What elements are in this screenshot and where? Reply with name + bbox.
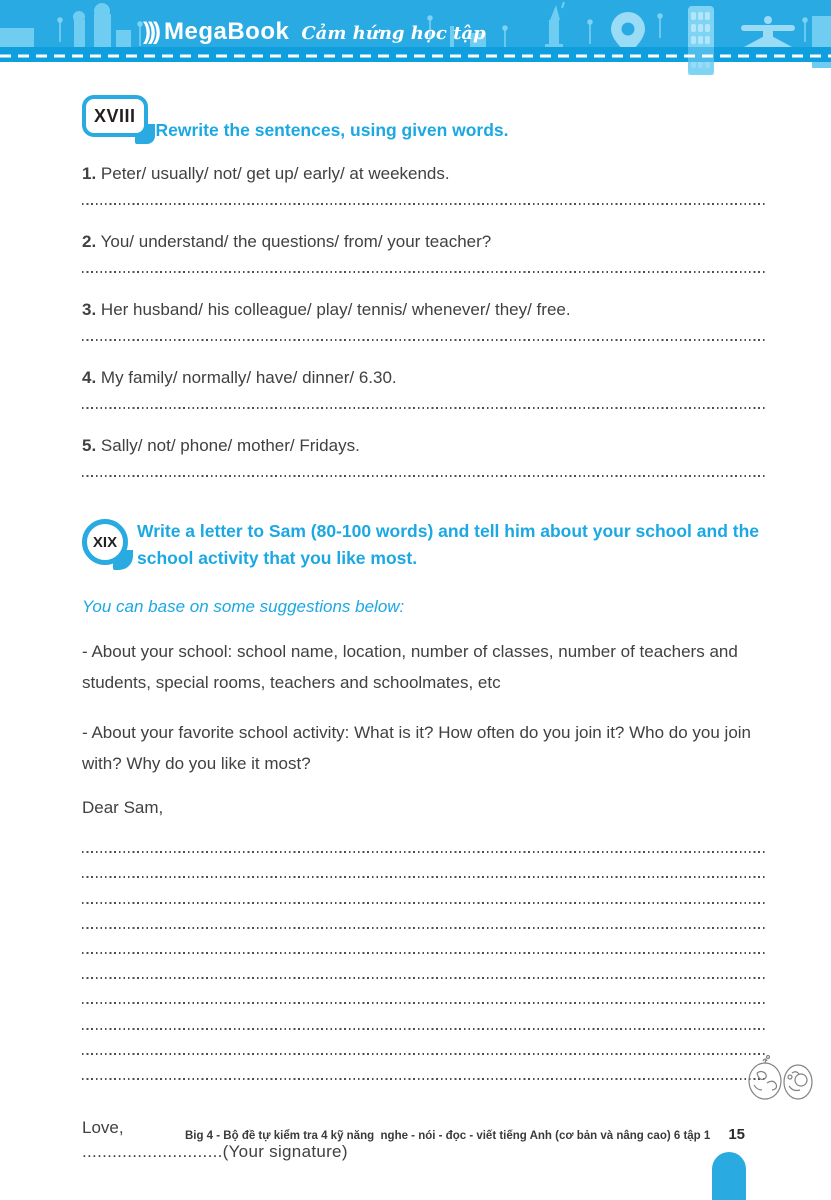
answer-line <box>82 475 766 477</box>
answer-line <box>82 203 766 205</box>
letter-salutation: Dear Sam, <box>82 798 164 817</box>
writing-line <box>82 878 766 903</box>
item-text: 1. Peter/ usually/ not/ get up/ early/ at weekends. <box>82 164 450 183</box>
writing-line <box>82 904 766 929</box>
writing-line <box>82 1004 766 1029</box>
letter-writing-lines <box>82 828 766 1080</box>
suggestion-2: - About your favorite school activity: What is it? How often do you join it? Who do you join with? Why do you like it most? <box>82 723 752 773</box>
exercise-18-item-2 <box>82 232 766 273</box>
exercise-18-badge: XVIII <box>82 95 148 137</box>
item-text: 4. My family/ normally/ have/ dinner/ 6.30. <box>82 368 397 387</box>
writing-line <box>82 929 766 954</box>
item-text: 2. You/ understand/ the questions/ from/ your teacher? <box>82 232 492 251</box>
item-number: 5. <box>82 436 97 455</box>
exercise-18-item-3 <box>82 300 766 341</box>
item-text: 5. Sally/ not/ phone/ mother/ Fridays. <box>82 436 360 455</box>
signature-line: ............................(Your signature) <box>82 1141 348 1161</box>
writing-line <box>82 853 766 878</box>
suggestions-hint: You can base on some suggestions below: <box>82 597 405 616</box>
item-number: 1. <box>82 164 97 183</box>
exercise-18-item-1 <box>82 164 766 205</box>
writing-line <box>82 1055 766 1080</box>
exercise-18-item-5 <box>82 436 766 477</box>
writing-line <box>82 954 766 979</box>
item-number: 3. <box>82 300 97 319</box>
exercise-19-title: Write a letter to Sam (80-100 words) and tell him about your school and the school activity that you like most. <box>137 521 760 568</box>
item-number: 4. <box>82 368 97 387</box>
footer <box>0 1126 831 1143</box>
header-banner <box>0 0 831 80</box>
item-text: 3. Her husband/ his colleague/ play/ tennis/ whenever/ they/ free. <box>82 300 571 319</box>
logo-tagline: Cảm hứng học tập <box>301 23 486 44</box>
writing-line <box>82 979 766 1004</box>
exercise-19-badge: XIX <box>82 519 128 565</box>
exercise-18-header <box>82 95 766 140</box>
suggestion-1: - About your school: school name, location, number of classes, number of teachers and students, special rooms, teachers and schoolmates, etc <box>82 642 738 692</box>
footer-book-title: Big 4 - Bộ đề tự kiểm tra 4 kỹ năng nghe - nói - đọc - viết tiếng Anh (cơ bản và nâng cao) 6 tập 1 <box>184 1130 711 1142</box>
answer-line <box>82 339 766 341</box>
letter-closing: Love, <box>82 1117 124 1137</box>
writing-line <box>82 828 766 853</box>
answer-line <box>82 271 766 273</box>
logo-waves-icon: ))) <box>143 18 158 45</box>
item-number: 2. <box>82 232 97 251</box>
page-number: 15 <box>728 1126 745 1143</box>
exercise-19-header <box>82 519 766 572</box>
doodle-mascots <box>743 1053 815 1101</box>
exercise-18-item-4 <box>82 368 766 409</box>
answer-line <box>82 407 766 409</box>
exercise-18-title: Rewrite the sentences, using given words. <box>155 120 509 140</box>
writing-line <box>82 1030 766 1055</box>
megabook-logo <box>143 18 486 46</box>
page-content <box>82 95 766 1164</box>
logo-brand-text: MegaBook <box>163 18 290 45</box>
page-edge-tab <box>712 1152 746 1200</box>
